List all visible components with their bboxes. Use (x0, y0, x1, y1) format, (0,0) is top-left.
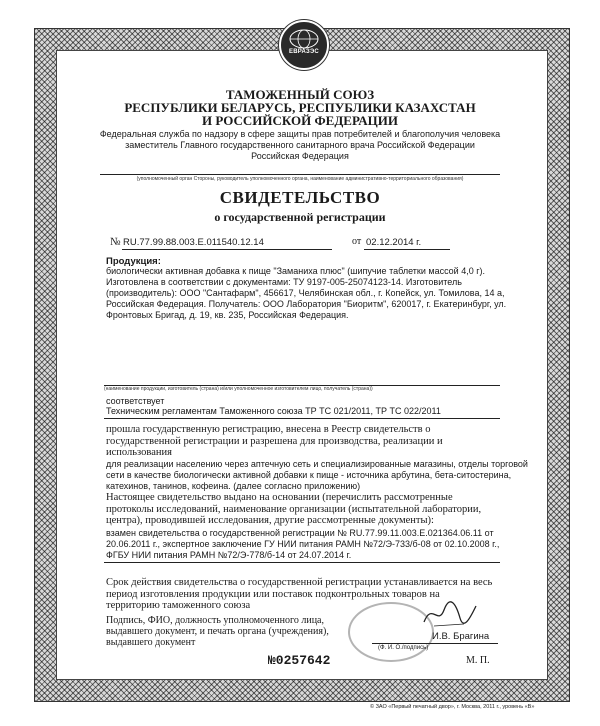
signature-instruction-line: выдавшего документ (106, 637, 196, 648)
registry-statement (106, 424, 506, 459)
divider (104, 418, 500, 419)
compliance-label: соответствует (106, 396, 165, 406)
registration-number: RU.77.99.88.003.E.011540.12.14 (123, 237, 264, 248)
signature-instructions (106, 615, 366, 648)
basis-doc-line: взамен свидетельства о государственной регистрации № RU.77.99.11.003.E.021364.06.11 от (106, 528, 494, 538)
signature-instruction-line: Подпись, ФИО, должность уполномоченного лица, (106, 615, 324, 626)
registry-line: использования (106, 447, 172, 458)
authority-line-3: Российская Федерация (251, 151, 349, 161)
signature (420, 596, 480, 632)
signatory-name: И.В. Брагина (432, 631, 490, 642)
basis-doc-line: 20.06.2011 г., экспертное заключение ГУ НИИ питания РАМН №72/Э-733/б-08 от 02.10.2008 г., (106, 539, 500, 549)
eurasec-emblem (279, 20, 329, 70)
registration-date: 02.12.2014 г. (366, 237, 422, 248)
validity-line: территорию таможенного союза (106, 600, 251, 611)
emblem-label: ЕВРАЗЭС (289, 49, 319, 55)
product-line: (производитель): ООО "Сантафарм", 456617, Челябинская обл., г. Копейск, ул. Томилова, 14 а, (106, 288, 505, 298)
usage-line: сети в качестве биологически активной добавки к пище - источника арбутина, бета-ситостерина, (106, 470, 512, 480)
product-line: Российская Федерация. Получатель: ООО Лаборатория "Биоритм", 620017, г. Екатеринбург, ул. (106, 299, 507, 309)
registry-line: государственной регистрации и разрешена для производства, реализации и (106, 435, 443, 447)
globe-icon (281, 22, 327, 68)
signatory-caption: (Ф. И. О./подпись) (378, 645, 429, 651)
divider (372, 643, 498, 644)
compliance-text: Техническим регламентам Таможенного союза ТР ТС 021/2011, ТР ТС 022/2011 (106, 406, 441, 416)
authority-line-2: заместитель Главного государственного санитарного врача Российской Федерации (125, 140, 475, 150)
document-subtitle: о государственной регистрации (214, 210, 386, 224)
signature-instruction-line: выдавшего документ, и печать органа (учреждения), (106, 626, 329, 637)
authority-caption: (уполномоченный орган Стороны, руководитель уполномоченного органа, наименование административно-территориального образования) (136, 176, 464, 182)
basis-line: центра), проводившей исследования, другие рассмотренные документы): (106, 515, 434, 526)
product-line: Фронтовых Бригад, д. 19, кв. 235, Российская Федерация. (106, 310, 349, 320)
basis-statement (106, 492, 516, 527)
header-line-2: РЕСПУБЛИКИ БЕЛАРУСЬ, РЕСПУБЛИКИ КАЗАХСТАН (124, 100, 476, 115)
registry-line: прошла государственную регистрацию, внесена в Реестр свидетельств о (106, 424, 431, 435)
divider (122, 249, 332, 250)
basis-doc-line: ФГБУ НИИ питания РАМН №72/Э-778/б-14 от 24.07.2014 г. (106, 550, 352, 560)
usage-text (106, 459, 536, 492)
basis-line: Настоящее свидетельство выдано на основании (перечислить рассмотренные (106, 492, 453, 503)
product-caption: (наименование продукции, изготовитель (страна) и/или уполномоченное изготовителем лицо, получатель (страна)) (104, 386, 373, 392)
printer-imprint: © ЗАО «Первый печатный двор», г. Москва, 2011 г., уровень «В» (370, 704, 535, 710)
header-line-3: И РОССИЙСКОЙ ФЕДЕРАЦИИ (202, 113, 398, 128)
date-label: от (352, 236, 362, 247)
product-line: Изготовлена в соответствии с документами: ТУ 9197-005-25074123-14. Изготовитель (106, 277, 462, 287)
number-label: № (110, 236, 121, 248)
divider (100, 174, 500, 175)
usage-line: катехинов, танинов, кофеина. (далее согласно приложению) (106, 481, 361, 491)
product-line: биологически активная добавка к пище "Заманиха плюс" (шипучие таблетки массой 4,0 г). (106, 266, 486, 276)
document-title: СВИДЕТЕЛЬСТВО (219, 188, 381, 207)
seal-place-label: М. П. (466, 655, 490, 666)
basis-documents (106, 528, 536, 561)
validity-line: период изготовления продукции или поставок подконтрольных товаров на (106, 588, 440, 600)
product-label: Продукция: (106, 256, 161, 267)
header-line-1: ТАМОЖЕННЫЙ СОЮЗ (225, 87, 375, 102)
form-serial-number: №0257642 (268, 653, 331, 668)
divider (104, 562, 500, 563)
authority-line-1: Федеральная служба по надзору в сфере защиты прав потребителей и благополучия человека (99, 129, 501, 139)
validity-line: Срок действия свидетельства о государственной регистрации устанавливается на весь (106, 577, 493, 588)
basis-line: протоколы исследований, наименование организации (испытательной лаборатории, (106, 503, 482, 515)
usage-line: для реализации населению через аптечную сеть и специализированные магазины, отделы торговой (106, 459, 528, 469)
product-description (106, 266, 536, 321)
divider (364, 249, 450, 250)
